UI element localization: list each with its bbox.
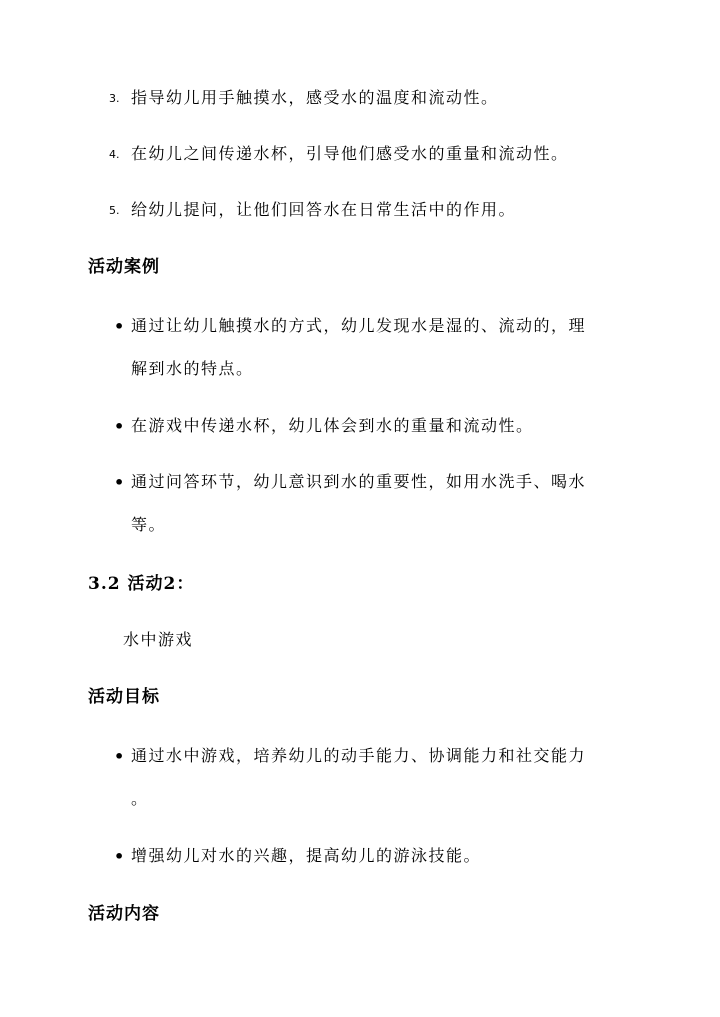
bullet-text: 增强幼儿对水的兴趣，提高幼儿的游泳技能。 — [131, 846, 482, 865]
bullet-text-continued: 解到水的特点。 — [131, 359, 254, 378]
item-text: 指导幼儿用手触摸水，感受水的温度和流动性。 — [131, 88, 499, 107]
bullet-text-continued: 等。 — [131, 515, 167, 534]
activity-subtitle: 水中游戏 — [123, 630, 194, 649]
item-number: 5. — [109, 204, 120, 217]
bullet-icon: • — [114, 847, 125, 866]
bullet-text: 通过水中游戏，培养幼儿的动手能力、协调能力和社交能力 — [131, 746, 587, 765]
item-text: 在幼儿之间传递水杯，引导他们感受水的重量和流动性。 — [131, 144, 569, 163]
bullet-text-continued: 。 — [131, 789, 149, 808]
bullet-icon: • — [114, 747, 125, 766]
bullet-icon: • — [114, 317, 125, 336]
item-text: 给幼儿提问，让他们回答水在日常生活中的作用。 — [131, 200, 517, 219]
section-heading-cases: 活动案例 — [88, 257, 160, 277]
item-number: 3. — [109, 92, 120, 105]
activity-heading: 3.2 活动2： — [88, 574, 195, 594]
bullet-icon: • — [114, 473, 125, 492]
section-heading-content: 活动内容 — [88, 904, 160, 924]
section-heading-goals: 活动目标 — [88, 687, 160, 707]
bullet-icon: • — [114, 417, 125, 436]
bullet-text: 通过让幼儿触摸水的方式，幼儿发现水是湿的、流动的，理 — [131, 316, 587, 335]
item-number: 4. — [109, 148, 120, 161]
bullet-text: 在游戏中传递水杯，幼儿体会到水的重量和流动性。 — [131, 416, 534, 435]
bullet-text: 通过问答环节，幼儿意识到水的重要性，如用水洗手、喝水 — [131, 472, 587, 491]
